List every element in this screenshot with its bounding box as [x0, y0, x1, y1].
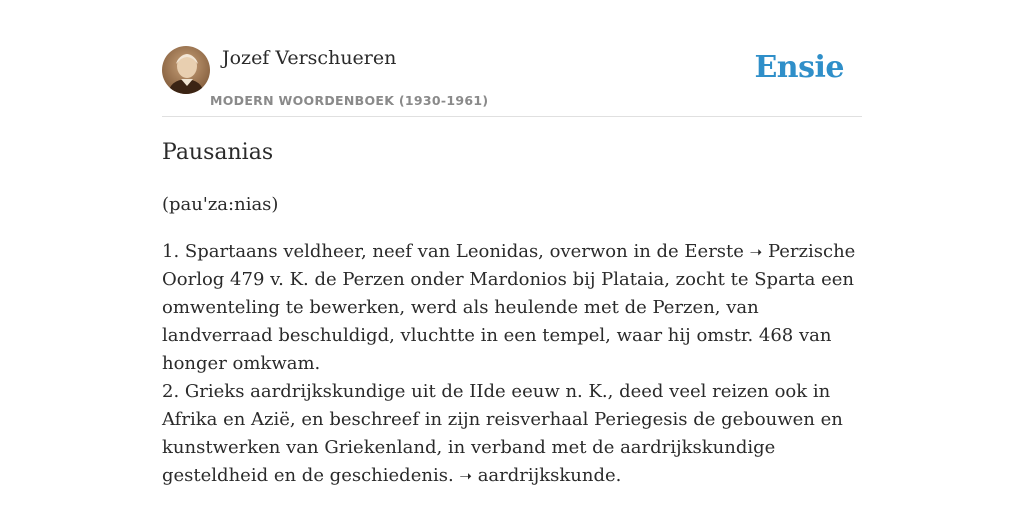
definition-paragraph-2 [162, 378, 862, 490]
entry-pronunciation: (pau'za:nias) [162, 194, 279, 215]
entry-term: Pausanias [162, 140, 274, 165]
definition-text: Oorlog 479 v. K. de Perzen onder Mardonios bij Plataia, zocht te Sparta een omwenteling te bewerken, werd als heulende met de Perzen, van landverraad beschuldigd, vluchtte in een tempel, waar hij omstr. 468 van honger omkwam. [162, 269, 854, 374]
definition-text: . [615, 465, 622, 486]
link-arrow-icon: ➝ [459, 467, 472, 485]
author-name[interactable]: Jozef Verschueren [222, 47, 397, 69]
author-portrait-icon [162, 46, 210, 94]
cross-reference-link[interactable]: aardrijkskunde [477, 465, 616, 486]
brand-logo[interactable]: Ensie [754, 50, 844, 85]
entry-header [162, 46, 862, 117]
link-arrow-icon: ➝ [749, 243, 763, 261]
definition-paragraph-1 [162, 238, 862, 378]
definition-text: 1. Spartaans veldheer, neef van Leonidas, overwon in de Eerste [162, 241, 750, 262]
dictionary-name[interactable]: MODERN WOORDENBOEK (1930-1961) [210, 93, 489, 108]
author-avatar[interactable] [162, 46, 210, 94]
cross-reference-link[interactable]: Perzische [767, 241, 856, 262]
definition-text: 2. Grieks aardrijkskundige uit de IIde eeuw n. K., deed veel reizen ook in Afrika en Azië, en beschreef in zijn reisverhaal Periegesis de gebouwen en kunstwerken van Griekenland, in verband met de aardrijkskundige gesteldheid en de geschiedenis. [162, 381, 843, 486]
entry-definition [162, 238, 862, 490]
